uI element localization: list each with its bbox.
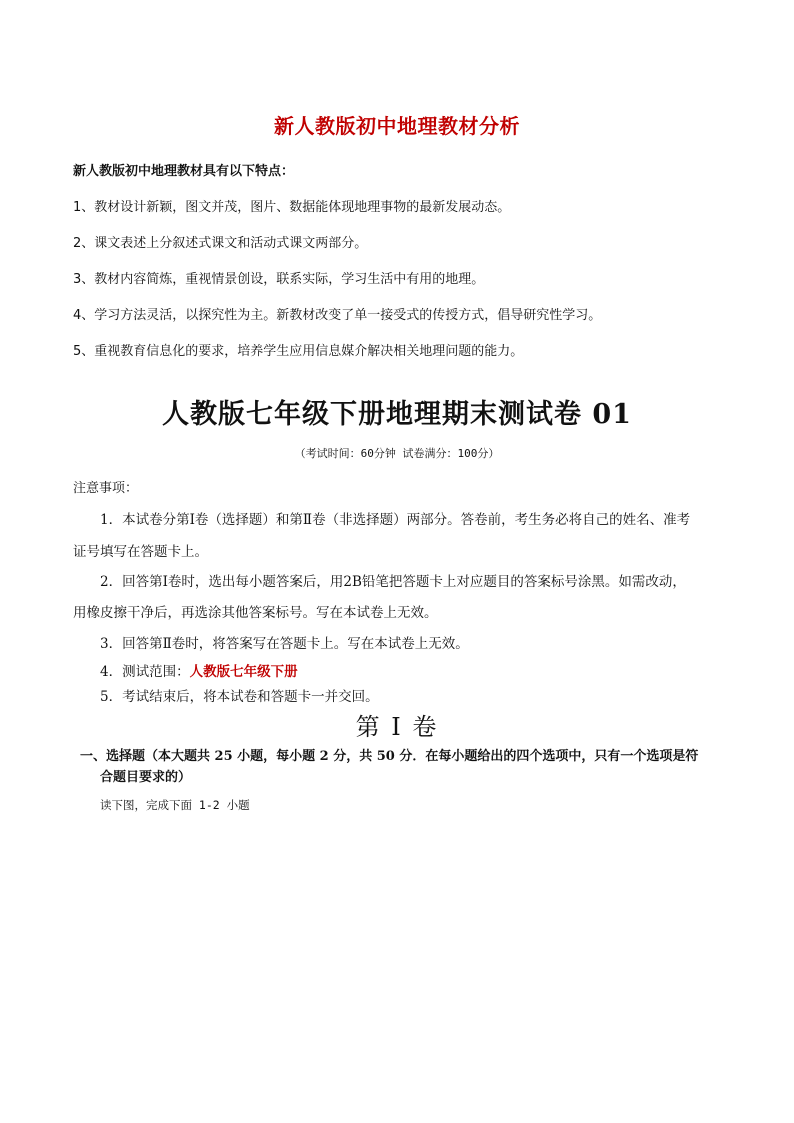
note-line: 证号填写在答题卡上。 xyxy=(73,544,208,560)
note-line: 用橡皮擦干净后，再选涂其他答案标号。写在本试卷上无效。 xyxy=(73,605,438,621)
question-instruction: 读下图，完成下面 1-2 小题 xyxy=(100,798,250,812)
note-line-range xyxy=(100,660,298,680)
section-header-line1: 一、选择题（本大题共 25 小题，每小题 2 分，共 50 分．在每小题给出的四个选项中，只有一个选项是符 xyxy=(80,749,699,764)
note-line: 1．本试卷分第Ⅰ卷（选择题）和第Ⅱ卷（非选择题）两部分。答卷前，考生务必将自己的姓名、准考 xyxy=(100,512,691,528)
volume-title: 第 I 卷 xyxy=(355,713,439,741)
section-header-line2: 合题目要求的） xyxy=(100,770,192,785)
note-line: 3．回答第Ⅱ卷时，将答案写在答题卡上。写在本试卷上无效。 xyxy=(100,636,469,652)
range-label: 4．测试范围： xyxy=(100,664,190,680)
intro-lead: 新人教版初中地理教材具有以下特点： xyxy=(73,164,295,179)
note-line: 2．回答第Ⅰ卷时，选出每小题答案后，用2B铅笔把答题卡上对应题目的答案标号涂黑。如需改动， xyxy=(100,574,686,590)
feature-item: 5、重视教育信息化的要求，培养学生应用信息媒介解决相关地理问题的能力。 xyxy=(73,344,524,359)
notice-title: 注意事项： xyxy=(73,481,139,496)
feature-item: 3、教材内容简炼，重视情景创设，联系实际，学习生活中有用的地理。 xyxy=(73,272,485,287)
section-header xyxy=(80,746,730,788)
intro-title: 新人教版初中地理教材分析 xyxy=(274,114,520,138)
range-value: 人教版七年级下册 xyxy=(189,664,298,680)
exam-meta: （考试时间：60分钟 试卷满分：100分） xyxy=(294,447,500,460)
feature-item: 2、课文表述上分叙述式课文和活动式课文两部分。 xyxy=(73,236,368,251)
note-line: 5．考试结束后，将本试卷和答题卡一并交回。 xyxy=(100,689,379,705)
feature-item: 4、学习方法灵活，以探究性为主。新教材改变了单一接受式的传授方式，倡导研究性学习。 xyxy=(73,308,602,323)
feature-item: 1、教材设计新颖，图文并茂，图片、数据能体现地理事物的最新发展动态。 xyxy=(73,200,511,215)
exam-title: 人教版七年级下册地理期末测试卷 01 xyxy=(162,399,632,430)
